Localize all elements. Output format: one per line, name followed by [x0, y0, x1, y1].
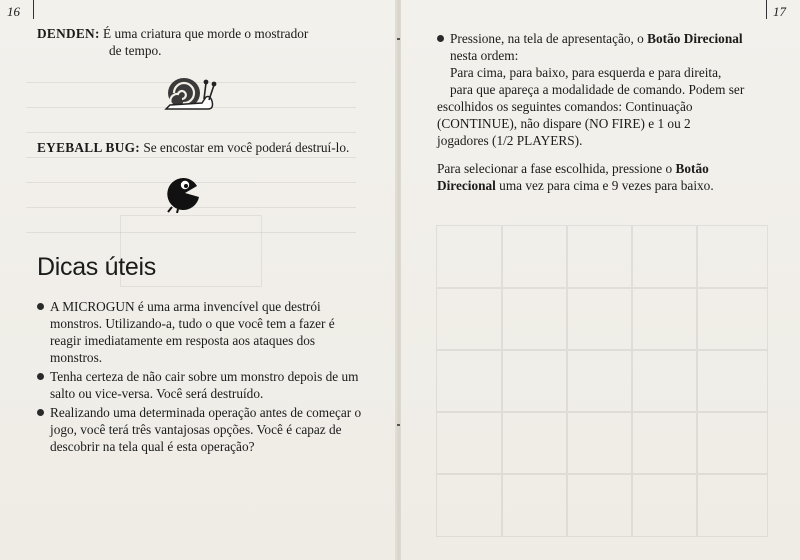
bullet-dot-icon: [37, 409, 44, 416]
stage-select-paragraph: [437, 160, 787, 194]
right-page: [401, 0, 800, 560]
instruction-body: [437, 47, 787, 98]
bullet-dot-icon: [437, 35, 444, 42]
tips-list: [37, 298, 367, 457]
chomper-bug-icon: [164, 175, 202, 213]
snail-icon: [162, 73, 218, 115]
tip-item: [37, 368, 367, 402]
binding-mark: [397, 424, 400, 426]
stage-select-bold-a: Botão: [675, 161, 709, 176]
page-number-rule-right: [766, 0, 767, 19]
tips-heading: Dicas úteis: [37, 253, 156, 281]
tip-item: [37, 298, 367, 366]
stage-select-line1: [437, 160, 787, 177]
instruction-commands: escolhidos os seguintes comandos: Continuação: [437, 99, 693, 114]
instruction-directions: Para cima, para baixo, para esquerda e para direita,: [450, 65, 722, 80]
left-page: [0, 0, 397, 560]
instruction-first-line: [437, 30, 787, 47]
instruction-intro: Pressione, na tela de apresentação, o: [450, 31, 648, 46]
stage-select-suffix: uma vez para cima e 9 vezes para baixo.: [495, 178, 714, 193]
page-number-rule-left: [33, 0, 34, 19]
tip-text: Realizando uma determinada operação antes de começar o jogo, você terá três vantajosas opções. Você é capaz de descobrir na tela qual é esta operação?: [50, 405, 362, 454]
instruction-paragraph: [437, 30, 787, 149]
stage-select-line2: [437, 177, 787, 194]
stage-select-bold-b: Direcional: [437, 178, 496, 193]
denden-entry: [37, 25, 377, 59]
page-number-left: 16: [7, 4, 20, 19]
eyeball-bug-description: Se encostar em você poderá destruí-lo.: [143, 140, 350, 155]
denden-term: DENDEN:: [37, 26, 100, 41]
instruction-continue: (CONTINUE), não dispare (NO FIRE) e 1 ou 2: [437, 116, 691, 131]
instruction-order: nesta ordem:: [450, 48, 519, 63]
eyeball-bug-term: EYEBALL BUG:: [37, 140, 140, 155]
tip-text: A MICROGUN é uma arma invencível que destrói monstros. Utilizando-a, tudo o que você tem a fazer é reagir imediatamente em resposta aos ataques dos monstros.: [50, 299, 335, 365]
denden-description-line1: É uma criatura que morde o mostrador: [103, 26, 309, 41]
instruction-modality: para que apareça a modalidade de comando. Podem ser: [450, 82, 745, 97]
tip-item: [37, 404, 367, 455]
bullet-dot-icon: [37, 303, 44, 310]
show-through-right-grid: [436, 225, 766, 535]
eyeball-bug-entry: [37, 139, 382, 156]
instruction-players: jogadores (1/2 PLAYERS).: [437, 133, 583, 148]
denden-description-line2: de tempo.: [109, 43, 162, 58]
page-number-right: 17: [773, 4, 786, 19]
tip-text: Tenha certeza de não cair sobre um monstro depois de um salto ou vice-versa. Você será destruído.: [50, 369, 359, 401]
stage-select-prefix: Para selecionar a fase escolhida, pressione o: [437, 161, 676, 176]
binding-mark: [397, 38, 400, 40]
bullet-dot-icon: [37, 373, 44, 380]
directional-button-term: Botão Direcional: [647, 31, 743, 46]
